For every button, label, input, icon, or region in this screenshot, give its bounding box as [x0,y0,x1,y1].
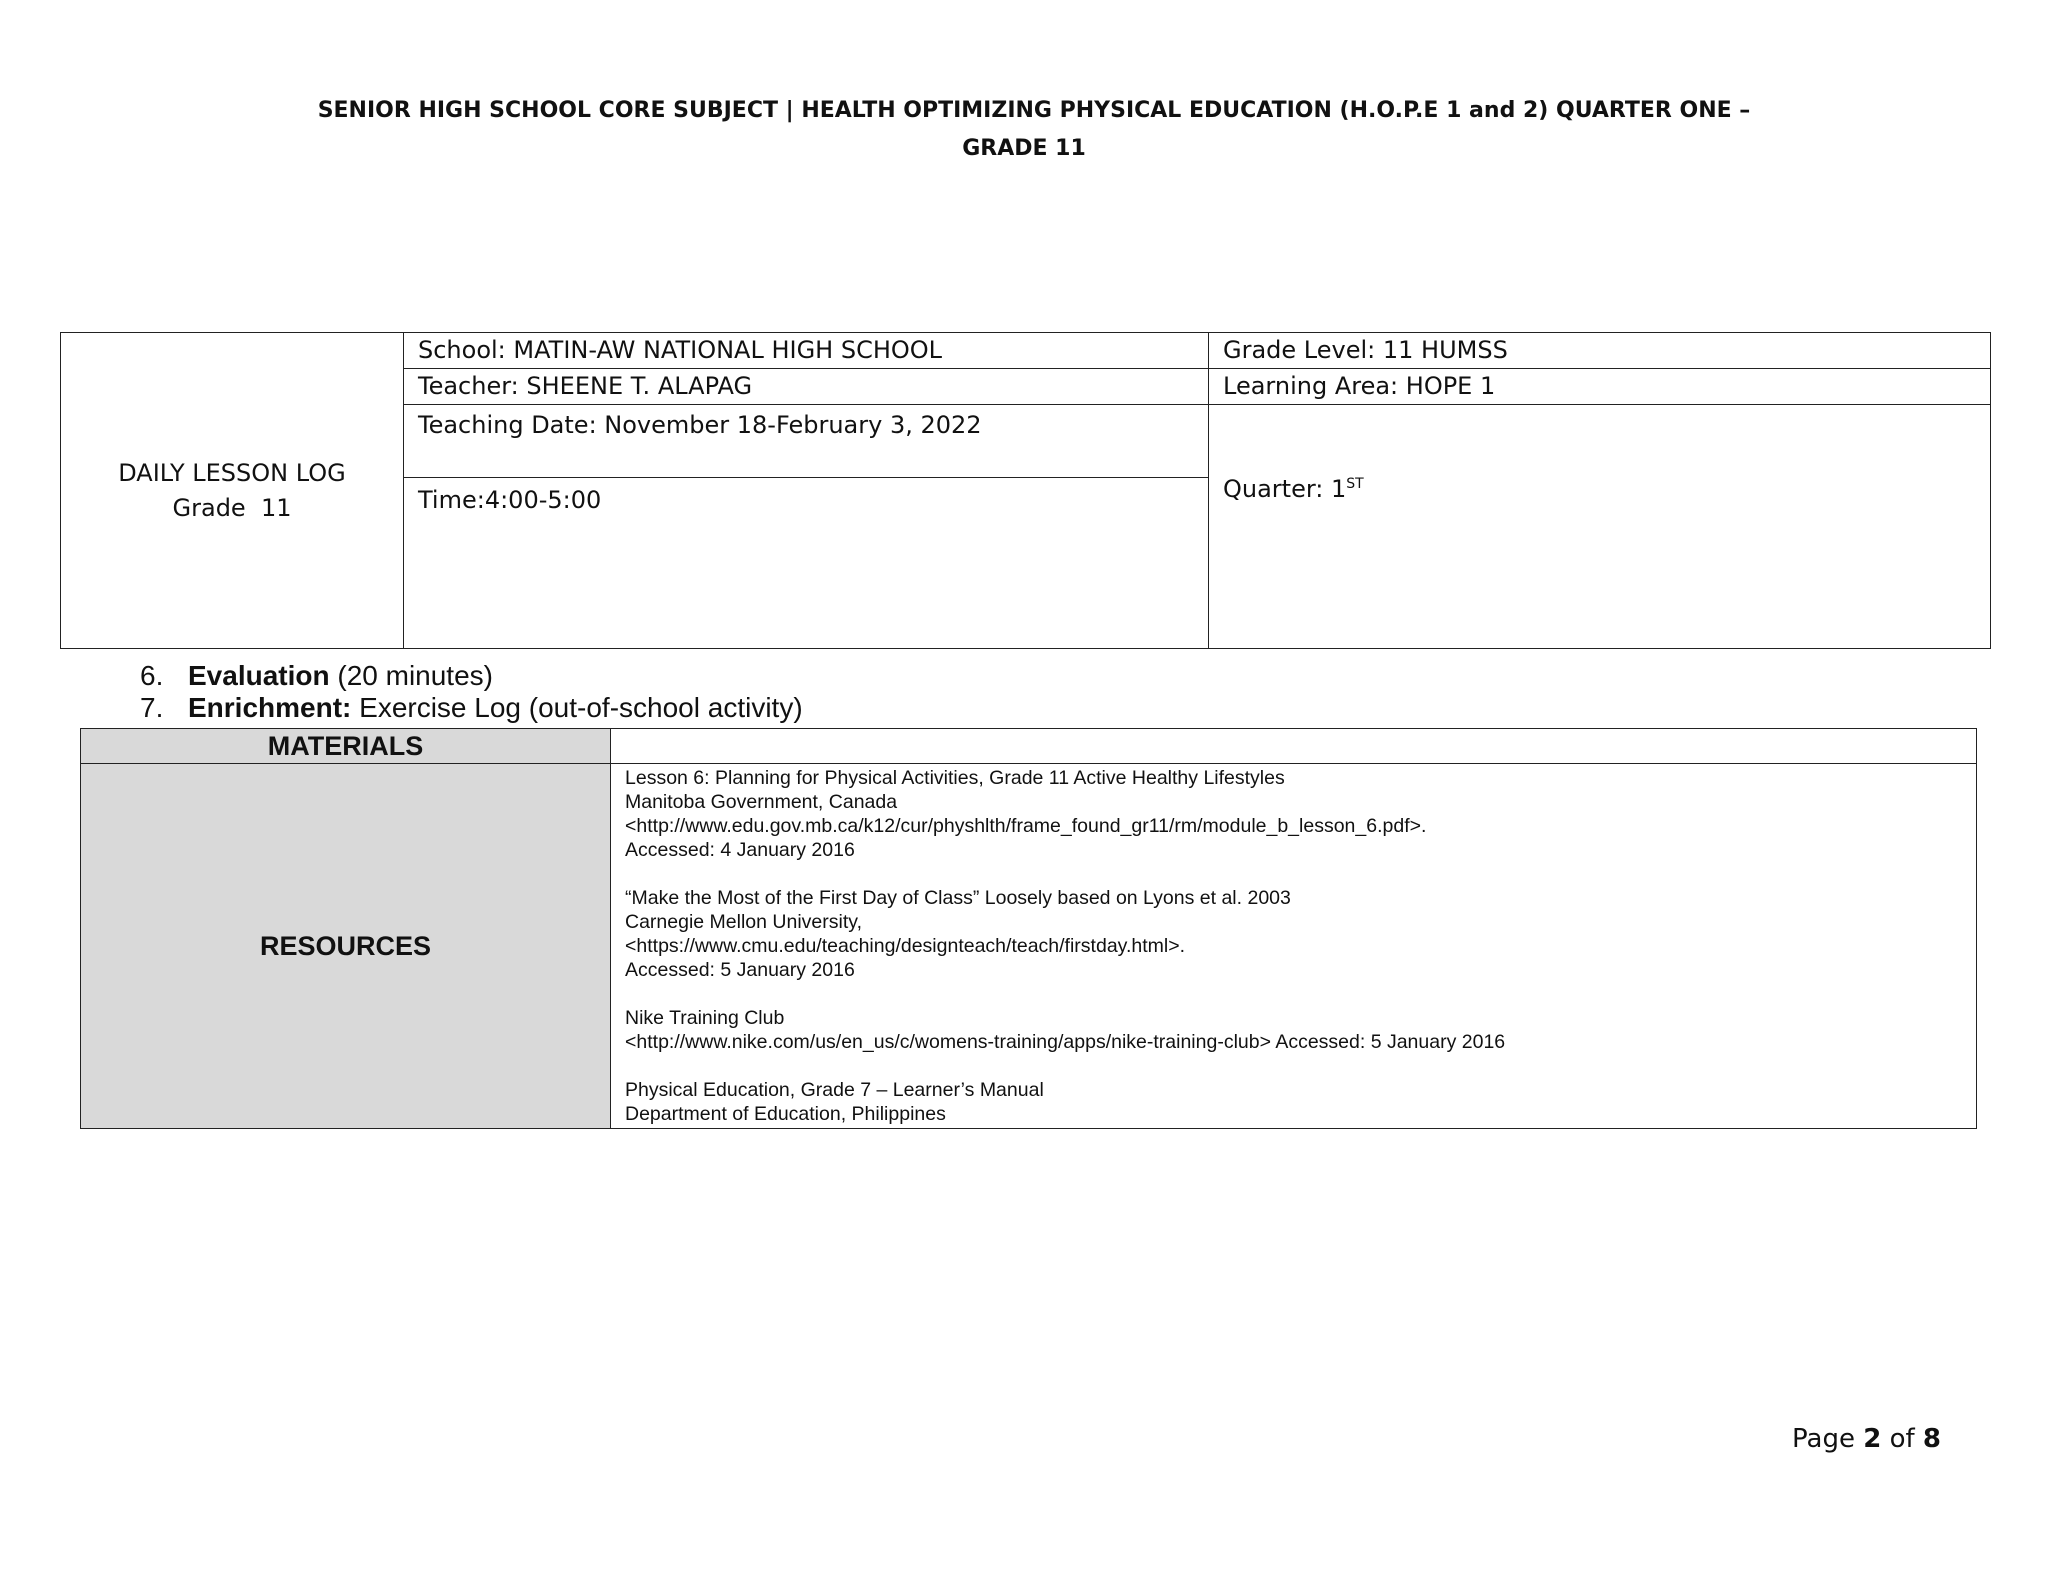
numbered-items [140,660,803,724]
item-enrichment [140,692,803,724]
teacher-cell: Teacher: SHEENE T. ALAPAG [404,369,1209,405]
page-prefix: Page [1792,1424,1864,1454]
learning-area-cell: Learning Area: HOPE 1 [1209,369,1991,405]
resource-entry [625,1078,1962,1126]
materials-empty-cell [611,729,1977,764]
dll-title-cell [61,333,404,649]
item-number: 6. [140,660,164,691]
resources-table [80,728,1977,1129]
page-of: of [1881,1424,1923,1454]
resource-line: Carnegie Mellon University, [625,911,862,933]
resource-line: Nike Training Club [625,1007,785,1029]
resource-entry [625,886,1962,982]
grade-level-cell: Grade Level: 11 HUMSS [1209,333,1991,369]
dll-title: DAILY LESSON LOG [118,458,346,487]
resources-list [611,764,1977,1129]
header-line-2: GRADE 11 [962,136,1086,161]
teaching-date-cell: Teaching Date: November 18-February 3, 2022 [404,405,1209,478]
resource-entry [625,766,1962,862]
quarter-superscript: ST [1346,476,1364,492]
daily-lesson-log-table [60,332,1991,649]
resource-line: Manitoba Government, Canada [625,791,898,813]
materials-header: MATERIALS [81,729,611,764]
document-header [0,92,2048,168]
resource-line: Accessed: 5 January 2016 [625,959,855,981]
item-text: Exercise Log (out-of-school activity) [351,692,803,723]
dll-grade: Grade 11 [172,493,292,522]
header-line-1: SENIOR HIGH SCHOOL CORE SUBJECT | HEALTH OPTIMIZING PHYSICAL EDUCATION (H.O.P.E 1 and 2) QUARTER ONE – [317,98,1751,123]
resource-line: “Make the Most of the First Day of Class” Loosely based on Lyons et al. 2003 [625,887,1291,909]
item-text: (20 minutes) [329,660,493,691]
resource-line: Lesson 6: Planning for Physical Activities, Grade 11 Active Healthy Lifestyles [625,767,1285,789]
resources-header: RESOURCES [81,764,611,1129]
resource-link: <https://www.cmu.edu/teaching/designteach/teach/firstday.html>. [625,935,1186,957]
item-number: 7. [140,692,164,723]
item-evaluation [140,660,803,692]
item-title: Evaluation [188,660,330,691]
quarter-cell [1209,405,1991,649]
resource-line: Department of Education, Philippines [625,1103,946,1125]
page-current: 2 [1863,1424,1882,1454]
quarter-label: Quarter: 1 [1223,475,1347,503]
school-cell: School: MATIN-AW NATIONAL HIGH SCHOOL [404,333,1209,369]
resource-link: <http://www.nike.com/us/en_us/c/womens-training/apps/nike-training-club> Accessed: 5 January 2016 [625,1031,1506,1053]
resource-line: Physical Education, Grade 7 – Learner’s Manual [625,1079,1044,1101]
resource-link: <http://www.edu.gov.mb.ca/k12/cur/physhlth/frame_found_gr11/rm/module_b_lesson_6.pdf>. [625,815,1427,837]
item-title: Enrichment: [188,692,352,723]
page-number [1792,1424,1941,1454]
resource-entry [625,1006,1962,1054]
resource-line: Accessed: 4 January 2016 [625,839,855,861]
page-total: 8 [1922,1424,1941,1454]
time-cell: Time:4:00-5:00 [404,478,1209,649]
